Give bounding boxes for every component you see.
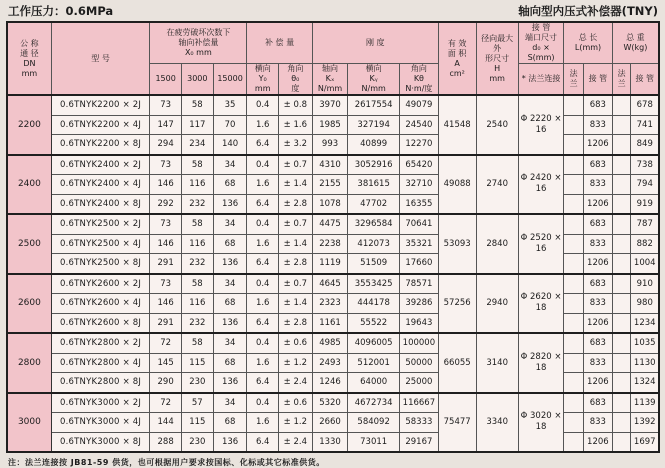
header-dn: 公 称 通 径 DN mm [7, 22, 51, 95]
cell-angular-stiffness: 58333 [399, 413, 438, 433]
cell-length-pipe: 1206 [583, 135, 612, 155]
header-weight-flange: 法 兰 [612, 64, 631, 96]
header-flange-connection: * 法兰连接 [518, 64, 563, 96]
cell-weight-pipe: 1324 [631, 373, 659, 393]
cell-weight-flange [612, 254, 631, 274]
cell-angular-stiffness: 70641 [399, 214, 438, 234]
cell-angular-stiffness: 78571 [399, 274, 438, 294]
cell-x3000: 230 [181, 373, 213, 393]
cell-weight-pipe: 1035 [631, 333, 659, 353]
cell-x1500: 146 [150, 294, 182, 314]
cell-x3000: 117 [181, 115, 213, 135]
cell-length-pipe: 683 [583, 155, 612, 175]
cell-x1500: 292 [150, 194, 182, 214]
cell-axial-stiffness: 1330 [312, 432, 348, 452]
cell-dn: 3000 [7, 393, 51, 453]
cell-lateral-comp: 6.4 [247, 373, 279, 393]
cell-x3000: 58 [181, 333, 213, 353]
cell-pipe-spec: Φ 2220 × 16 [518, 95, 563, 155]
cell-weight-flange [612, 135, 631, 155]
cell-axial-stiffness: 2323 [312, 294, 348, 314]
cell-weight-flange [612, 155, 631, 175]
cell-x15000: 136 [213, 432, 247, 452]
cell-lateral-comp: 6.4 [247, 254, 279, 274]
cell-weight-flange [612, 432, 631, 452]
cell-angular-comp: ± 2.4 [278, 373, 312, 393]
cell-model: 0.6TNYK2500 × 2J [51, 214, 149, 234]
footnote: 注：法兰连接按 JB81-59 供货，也可根据用户要求按国标、化标或其它标准供货。 [8, 458, 325, 467]
cell-lateral-stiffness: 3052916 [348, 155, 400, 175]
cell-length-flange [564, 353, 584, 373]
cell-weight-flange [612, 353, 631, 373]
cell-x3000: 232 [181, 313, 213, 333]
title-bar [6, 2, 660, 21]
cell-model: 0.6TNYK2600 × 2J [51, 274, 149, 294]
cell-lateral-comp: 6.4 [247, 194, 279, 214]
cell-weight-pipe: 919 [631, 194, 659, 214]
cell-angular-comp: ± 1.2 [278, 353, 312, 373]
cell-angular-comp: ± 1.2 [278, 413, 312, 433]
cell-weight-pipe: 678 [631, 95, 659, 115]
cell-x1500: 73 [150, 95, 182, 115]
cell-lateral-stiffness: 2617554 [348, 95, 400, 115]
header-stiffness-lateral: 横向 Kᵧ N/mm [348, 64, 400, 96]
cell-axial-stiffness: 1161 [312, 313, 348, 333]
table-row [7, 333, 659, 353]
cell-length-flange [564, 135, 584, 155]
cell-model: 0.6TNYK2500 × 4J [51, 234, 149, 254]
cell-angular-comp: ± 1.4 [278, 294, 312, 314]
cell-angular-comp: ± 1.6 [278, 115, 312, 135]
cell-angular-comp: ± 1.4 [278, 234, 312, 254]
cell-x3000: 58 [181, 155, 213, 175]
cell-x3000: 115 [181, 413, 213, 433]
cell-lateral-comp: 0.4 [247, 274, 279, 294]
header-total-length: 总 长 L(mm) [564, 22, 613, 64]
cell-effective-area: 66055 [438, 333, 476, 393]
cell-lateral-comp: 6.4 [247, 135, 279, 155]
cell-pipe-spec: Φ 2820 × 18 [518, 333, 563, 393]
cell-x1500: 146 [150, 175, 182, 195]
cell-x15000: 34 [213, 155, 247, 175]
cell-x1500: 294 [150, 135, 182, 155]
cell-model: 0.6TNYK3000 × 2J [51, 393, 149, 413]
cell-angular-comp: ± 2.8 [278, 313, 312, 333]
header-length-flange: 法 兰 [564, 64, 584, 96]
cell-length-pipe: 683 [583, 274, 612, 294]
header-radial-dimension: 径向最大外 形尺寸 H mm [476, 22, 518, 95]
cell-lateral-stiffness: 584092 [348, 413, 400, 433]
cell-length-pipe: 833 [583, 294, 612, 314]
cell-weight-pipe: 882 [631, 234, 659, 254]
cell-length-pipe: 683 [583, 214, 612, 234]
cell-lateral-comp: 1.6 [247, 175, 279, 195]
header-stiffness-angular: 角向 Kθ N·m/度 [399, 64, 438, 96]
cell-x1500: 144 [150, 413, 182, 433]
cell-lateral-stiffness: 73011 [348, 432, 400, 452]
cell-lateral-stiffness: 444178 [348, 294, 400, 314]
cell-weight-flange [612, 413, 631, 433]
cell-model: 0.6TNYK2200 × 2J [51, 95, 149, 115]
cell-weight-pipe: 741 [631, 115, 659, 135]
cell-weight-pipe: 849 [631, 135, 659, 155]
cell-lateral-stiffness: 51509 [348, 254, 400, 274]
cell-lateral-stiffness: 4672734 [348, 393, 400, 413]
table-row [7, 214, 659, 234]
cell-lateral-comp: 0.4 [247, 95, 279, 115]
cell-length-flange [564, 313, 584, 333]
pressure-title: 工作压力：0.6MPa [8, 4, 114, 18]
cell-axial-stiffness: 4645 [312, 274, 348, 294]
cell-length-flange [564, 413, 584, 433]
cell-x15000: 68 [213, 294, 247, 314]
cell-length-flange [564, 115, 584, 135]
cell-model: 0.6TNYK2400 × 4J [51, 175, 149, 195]
cell-x15000: 70 [213, 115, 247, 135]
header-fatigue-cycles: 在疲劳破坏次数下 轴向补偿量 X₀ mm [150, 22, 247, 64]
cell-lateral-comp: 1.6 [247, 413, 279, 433]
cell-length-pipe: 1206 [583, 313, 612, 333]
table-row [7, 274, 659, 294]
table-header [7, 22, 659, 95]
cell-lateral-stiffness: 3296584 [348, 214, 400, 234]
cell-angular-stiffness: 25000 [399, 373, 438, 393]
cell-effective-area: 49088 [438, 155, 476, 215]
cell-x15000: 136 [213, 254, 247, 274]
cell-x15000: 35 [213, 95, 247, 115]
cell-length-pipe: 833 [583, 115, 612, 135]
cell-x1500: 73 [150, 155, 182, 175]
cell-x1500: 146 [150, 234, 182, 254]
cell-lateral-comp: 0.4 [247, 214, 279, 234]
cell-x1500: 288 [150, 432, 182, 452]
cell-weight-flange [612, 333, 631, 353]
cell-x15000: 68 [213, 234, 247, 254]
cell-lateral-comp: 1.6 [247, 353, 279, 373]
cell-effective-area: 41548 [438, 95, 476, 155]
cell-length-pipe: 683 [583, 393, 612, 413]
cell-x3000: 115 [181, 353, 213, 373]
cell-angular-stiffness: 35321 [399, 234, 438, 254]
cell-angular-comp: ± 0.7 [278, 214, 312, 234]
cell-length-pipe: 1206 [583, 373, 612, 393]
cell-model: 0.6TNYK2400 × 8J [51, 194, 149, 214]
cell-x3000: 57 [181, 393, 213, 413]
cell-axial-stiffness: 3970 [312, 95, 348, 115]
cell-dn: 2600 [7, 274, 51, 334]
cell-angular-stiffness: 19643 [399, 313, 438, 333]
header-cycle-1500: 1500 [150, 64, 182, 96]
cell-length-pipe: 683 [583, 333, 612, 353]
cell-lateral-stiffness: 47702 [348, 194, 400, 214]
header-cycle-3000: 3000 [181, 64, 213, 96]
cell-length-pipe: 683 [583, 95, 612, 115]
cell-x15000: 34 [213, 333, 247, 353]
cell-lateral-stiffness: 412073 [348, 234, 400, 254]
cell-model: 0.6TNYK2600 × 8J [51, 313, 149, 333]
cell-axial-stiffness: 1119 [312, 254, 348, 274]
cell-weight-pipe: 1004 [631, 254, 659, 274]
cell-lateral-stiffness: 512001 [348, 353, 400, 373]
table-row [7, 393, 659, 413]
table-body [7, 95, 659, 452]
cell-length-flange [564, 214, 584, 234]
cell-x1500: 145 [150, 353, 182, 373]
cell-x1500: 147 [150, 115, 182, 135]
cell-axial-stiffness: 5320 [312, 393, 348, 413]
cell-radial-dimension: 2540 [476, 95, 518, 155]
cell-model: 0.6TNYK2800 × 2J [51, 333, 149, 353]
header-model: 型 号 [51, 22, 149, 95]
cell-axial-stiffness: 1985 [312, 115, 348, 135]
cell-x15000: 68 [213, 413, 247, 433]
cell-axial-stiffness: 1078 [312, 194, 348, 214]
cell-lateral-stiffness: 55522 [348, 313, 400, 333]
table-row [7, 155, 659, 175]
cell-x15000: 34 [213, 274, 247, 294]
spec-table [6, 21, 660, 453]
cell-length-flange [564, 155, 584, 175]
cell-axial-stiffness: 2238 [312, 234, 348, 254]
cell-lateral-stiffness: 3553425 [348, 274, 400, 294]
cell-radial-dimension: 2740 [476, 155, 518, 215]
cell-model: 0.6TNYK2800 × 8J [51, 373, 149, 393]
cell-x3000: 232 [181, 194, 213, 214]
cell-x1500: 291 [150, 254, 182, 274]
cell-model: 0.6TNYK2200 × 8J [51, 135, 149, 155]
cell-weight-pipe: 1234 [631, 313, 659, 333]
cell-effective-area: 53093 [438, 214, 476, 274]
cell-radial-dimension: 3340 [476, 393, 518, 453]
cell-model: 0.6TNYK2400 × 2J [51, 155, 149, 175]
cell-angular-stiffness: 49079 [399, 95, 438, 115]
cell-weight-flange [612, 313, 631, 333]
cell-pipe-spec: Φ 3020 × 18 [518, 393, 563, 453]
cell-angular-comp: ± 1.4 [278, 175, 312, 195]
cell-weight-flange [612, 393, 631, 413]
cell-lateral-comp: 6.4 [247, 313, 279, 333]
cell-axial-stiffness: 4985 [312, 333, 348, 353]
cell-effective-area: 75477 [438, 393, 476, 453]
cell-axial-stiffness: 2155 [312, 175, 348, 195]
cell-radial-dimension: 2840 [476, 214, 518, 274]
cell-lateral-stiffness: 40899 [348, 135, 400, 155]
cell-x15000: 140 [213, 135, 247, 155]
cell-weight-pipe: 738 [631, 155, 659, 175]
cell-lateral-comp: 1.6 [247, 294, 279, 314]
cell-weight-flange [612, 175, 631, 195]
cell-weight-flange [612, 373, 631, 393]
header-stiffness: 刚 度 [312, 22, 438, 64]
cell-model: 0.6TNYK2800 × 4J [51, 353, 149, 373]
cell-weight-pipe: 794 [631, 175, 659, 195]
cell-x1500: 73 [150, 274, 182, 294]
cell-weight-flange [612, 95, 631, 115]
cell-x3000: 230 [181, 432, 213, 452]
cell-length-pipe: 833 [583, 175, 612, 195]
cell-lateral-comp: 1.6 [247, 234, 279, 254]
cell-angular-comp: ± 0.6 [278, 393, 312, 413]
cell-angular-comp: ± 0.8 [278, 95, 312, 115]
cell-pipe-spec: Φ 2620 × 18 [518, 274, 563, 334]
header-cycle-15000: 15000 [213, 64, 247, 96]
cell-lateral-comp: 6.4 [247, 432, 279, 452]
cell-angular-comp: ± 3.2 [278, 135, 312, 155]
header-effective-area: 有 效 面 积 A cm² [438, 22, 476, 95]
cell-angular-stiffness: 16355 [399, 194, 438, 214]
cell-angular-comp: ± 2.4 [278, 432, 312, 452]
header-total-weight: 总 重 W(kg) [612, 22, 659, 64]
cell-angular-stiffness: 24540 [399, 115, 438, 135]
header-length-pipe: 接 管 [583, 64, 612, 96]
cell-length-flange [564, 194, 584, 214]
cell-x15000: 136 [213, 194, 247, 214]
cell-length-pipe: 1206 [583, 432, 612, 452]
cell-weight-flange [612, 115, 631, 135]
cell-weight-flange [612, 214, 631, 234]
cell-angular-stiffness: 100000 [399, 333, 438, 353]
cell-length-flange [564, 373, 584, 393]
cell-x3000: 234 [181, 135, 213, 155]
cell-x1500: 73 [150, 214, 182, 234]
header-weight-pipe: 接 管 [631, 64, 659, 96]
table-row [7, 95, 659, 115]
cell-x3000: 58 [181, 95, 213, 115]
header-compensation: 补 偿 量 [247, 22, 312, 64]
cell-lateral-comp: 0.4 [247, 155, 279, 175]
cell-weight-pipe: 1130 [631, 353, 659, 373]
cell-angular-stiffness: 116667 [399, 393, 438, 413]
cell-angular-comp: ± 0.7 [278, 155, 312, 175]
cell-x3000: 116 [181, 175, 213, 195]
cell-dn: 2200 [7, 95, 51, 155]
cell-pipe-spec: Φ 2520 × 16 [518, 214, 563, 274]
cell-lateral-comp: 1.6 [247, 115, 279, 135]
cell-length-flange [564, 175, 584, 195]
header-pipe-port: 接 管 端口尺寸 d₀ × S(mm) [518, 22, 563, 64]
cell-angular-stiffness: 29167 [399, 432, 438, 452]
header-comp-angular: 角向 θ₀ 度 [278, 64, 312, 96]
cell-weight-pipe: 910 [631, 274, 659, 294]
cell-dn: 2400 [7, 155, 51, 215]
cell-x15000: 68 [213, 353, 247, 373]
cell-weight-flange [612, 274, 631, 294]
cell-weight-flange [612, 234, 631, 254]
header-stiffness-axial: 轴向 Kₓ N/mm [312, 64, 348, 96]
cell-x1500: 72 [150, 393, 182, 413]
cell-x1500: 291 [150, 313, 182, 333]
cell-lateral-comp: 0.4 [247, 393, 279, 413]
cell-model: 0.6TNYK2500 × 8J [51, 254, 149, 274]
cell-model: 0.6TNYK2200 × 4J [51, 115, 149, 135]
cell-length-flange [564, 254, 584, 274]
cell-axial-stiffness: 4310 [312, 155, 348, 175]
cell-x15000: 136 [213, 373, 247, 393]
cell-lateral-stiffness: 4096005 [348, 333, 400, 353]
cell-angular-comp: ± 2.8 [278, 254, 312, 274]
cell-weight-pipe: 980 [631, 294, 659, 314]
cell-length-pipe: 833 [583, 234, 612, 254]
cell-weight-flange [612, 294, 631, 314]
cell-effective-area: 57256 [438, 274, 476, 334]
header-comp-lateral: 横向 Y₀ mm [247, 64, 279, 96]
cell-radial-dimension: 2940 [476, 274, 518, 334]
cell-angular-stiffness: 32710 [399, 175, 438, 195]
cell-pipe-spec: Φ 2420 × 16 [518, 155, 563, 215]
cell-length-pipe: 1206 [583, 254, 612, 274]
cell-length-flange [564, 274, 584, 294]
cell-length-flange [564, 333, 584, 353]
cell-length-flange [564, 294, 584, 314]
cell-x3000: 58 [181, 274, 213, 294]
cell-model: 0.6TNYK3000 × 4J [51, 413, 149, 433]
cell-x15000: 34 [213, 393, 247, 413]
cell-length-pipe: 1206 [583, 194, 612, 214]
cell-weight-pipe: 1697 [631, 432, 659, 452]
cell-length-pipe: 833 [583, 413, 612, 433]
cell-weight-pipe: 1139 [631, 393, 659, 413]
cell-lateral-stiffness: 327194 [348, 115, 400, 135]
cell-angular-stiffness: 17660 [399, 254, 438, 274]
cell-x15000: 34 [213, 214, 247, 234]
cell-length-flange [564, 95, 584, 115]
cell-model: 0.6TNYK3000 × 8J [51, 432, 149, 452]
cell-length-flange [564, 432, 584, 452]
cell-angular-stiffness: 50000 [399, 353, 438, 373]
cell-axial-stiffness: 2493 [312, 353, 348, 373]
cell-x15000: 136 [213, 313, 247, 333]
cell-axial-stiffness: 1246 [312, 373, 348, 393]
cell-weight-pipe: 1392 [631, 413, 659, 433]
cell-lateral-stiffness: 64000 [348, 373, 400, 393]
cell-x3000: 232 [181, 254, 213, 274]
cell-angular-stiffness: 39286 [399, 294, 438, 314]
cell-x3000: 116 [181, 234, 213, 254]
cell-x15000: 68 [213, 175, 247, 195]
cell-length-flange [564, 393, 584, 413]
product-title: 轴向型内压式补偿器(TNY) [518, 4, 658, 18]
cell-radial-dimension: 3140 [476, 333, 518, 393]
cell-angular-stiffness: 65420 [399, 155, 438, 175]
cell-weight-pipe: 787 [631, 214, 659, 234]
cell-lateral-stiffness: 381615 [348, 175, 400, 195]
cell-length-pipe: 833 [583, 353, 612, 373]
cell-axial-stiffness: 2660 [312, 413, 348, 433]
cell-angular-comp: ± 0.7 [278, 274, 312, 294]
cell-angular-comp: ± 0.6 [278, 333, 312, 353]
cell-axial-stiffness: 993 [312, 135, 348, 155]
cell-lateral-comp: 0.4 [247, 333, 279, 353]
cell-axial-stiffness: 4475 [312, 214, 348, 234]
cell-x3000: 58 [181, 214, 213, 234]
cell-x3000: 116 [181, 294, 213, 314]
cell-length-flange [564, 234, 584, 254]
cell-dn: 2800 [7, 333, 51, 393]
cell-angular-comp: ± 2.8 [278, 194, 312, 214]
cell-weight-flange [612, 194, 631, 214]
cell-model: 0.6TNYK2600 × 4J [51, 294, 149, 314]
cell-dn: 2500 [7, 214, 51, 274]
cell-angular-stiffness: 12270 [399, 135, 438, 155]
cell-x1500: 72 [150, 333, 182, 353]
cell-x1500: 290 [150, 373, 182, 393]
